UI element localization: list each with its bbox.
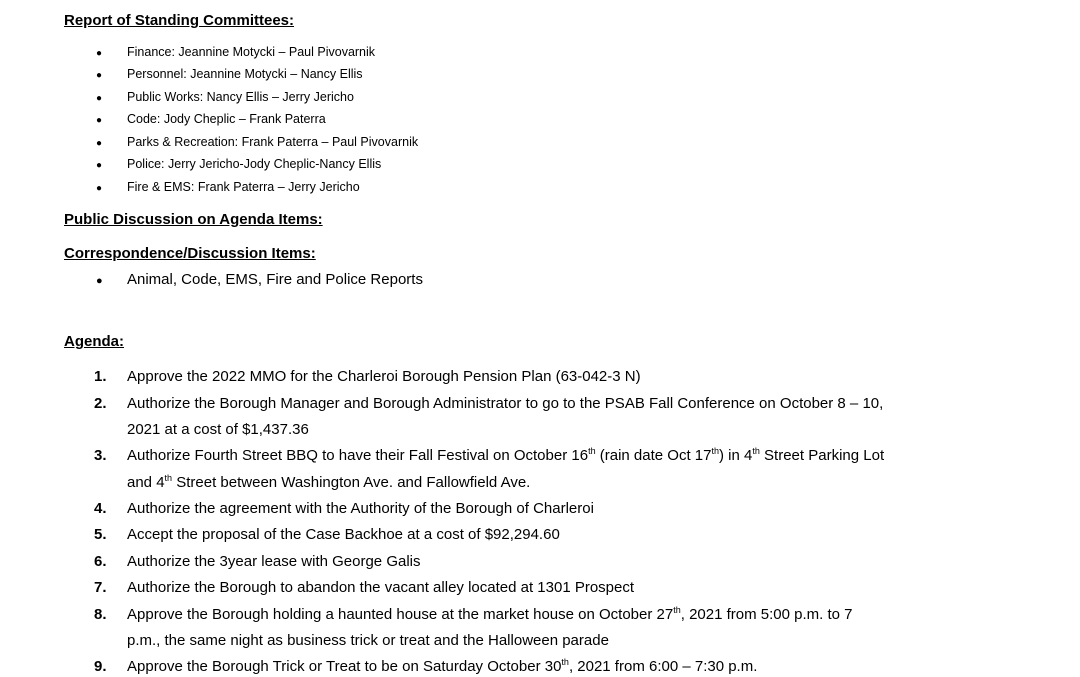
agenda-item-text: Approve the Borough holding a haunted house at the market house on October 27: [127, 606, 674, 623]
ordinal-suffix: th: [673, 605, 681, 615]
committee-item-public-works: ● Public Works: Nancy Ellis – Jerry Jericho: [127, 90, 354, 104]
agenda-item-text: , 2021 from 5:00 p.m. to 7: [680, 606, 853, 623]
agenda-item-text: Authorize the Borough to abandon the vacant alley located at 1301 Prospect: [127, 579, 635, 596]
agenda-item-8-continuation: p.m., the same night as business trick or treat and the Halloween parade: [127, 632, 609, 649]
agenda-item-8: [94, 605, 853, 625]
agenda-item-number: 2.: [94, 395, 107, 412]
agenda-item-2-continuation: 2021 at a cost of $1,437.36: [127, 421, 309, 438]
agenda-item-3: [94, 446, 885, 466]
ordinal-suffix: th: [164, 473, 173, 483]
agenda-item-3-continuation: [127, 473, 530, 493]
committee-item-finance: ● Finance: Jeannine Motycki – Paul Pivovarnik: [127, 45, 375, 59]
agenda-item-number: 9.: [94, 658, 107, 675]
agenda-item-text: Accept the proposal of the Case Backhoe at a cost of $92,294.60: [127, 526, 560, 543]
agenda-item-text: ) in 4: [719, 447, 753, 464]
public-discussion-heading: Public Discussion on Agenda Items:: [64, 211, 323, 228]
agenda-item-number: 6.: [94, 553, 107, 570]
agenda-item-number: 8.: [94, 606, 107, 623]
agenda-item-text: , 2021 from 6:00 – 7:30 p.m.: [568, 658, 758, 675]
correspondence-item: ● Animal, Code, EMS, Fire and Police Reports: [127, 271, 423, 288]
agenda-item-text: and 4: [127, 474, 165, 491]
agenda-item-number: 5.: [94, 526, 107, 543]
agenda-item-text: Authorize the 3year lease with George Galis: [127, 553, 421, 570]
agenda-item-text: Authorize Fourth Street BBQ to have their Fall Festival on October 16: [127, 447, 589, 464]
ordinal-suffix: th: [752, 446, 760, 456]
agenda-item-2: [94, 394, 884, 414]
agenda-item-5: [94, 525, 560, 545]
committee-item-personnel: ● Personnel: Jeannine Motycki – Nancy Ellis: [127, 67, 363, 81]
agenda-item-number: 3.: [94, 447, 107, 464]
committee-item-police: ● Police: Jerry Jericho-Jody Cheplic-Nancy Ellis: [127, 157, 381, 171]
agenda-item-text: Street Parking Lot: [759, 447, 885, 464]
agenda-item-text: Authorize the agreement with the Authority of the Borough of Charleroi: [127, 500, 594, 517]
agenda-item-4: [94, 499, 594, 519]
agenda-item-text: Street between Washington Ave. and Fallowfield Ave.: [172, 474, 531, 491]
agenda-item-9: [94, 657, 758, 677]
agenda-item-text: Authorize the Borough Manager and Borough Administrator to go to the PSAB Fall Conference on October 8 – 10,: [127, 395, 884, 412]
agenda-item-number: 4.: [94, 500, 107, 517]
ordinal-suffix: th: [711, 446, 719, 456]
agenda-item-text: Approve the Borough Trick or Treat to be on Saturday October 30: [127, 658, 562, 675]
committee-item-parks: ● Parks & Recreation: Frank Paterra – Paul Pivovarnik: [127, 135, 418, 149]
agenda-item-6: [94, 552, 421, 572]
ordinal-suffix: th: [588, 446, 596, 456]
committee-item-code: ● Code: Jody Cheplic – Frank Paterra: [127, 112, 326, 126]
agenda-item-number: 7.: [94, 579, 107, 596]
standing-committees-heading: Report of Standing Committees:: [64, 12, 295, 29]
agenda-item-number: 1.: [94, 368, 107, 385]
correspondence-heading: Correspondence/Discussion Items:: [64, 245, 316, 262]
agenda-item-text: (rain date Oct 17: [595, 447, 712, 464]
committee-item-fire-ems: ● Fire & EMS: Frank Paterra – Jerry Jericho: [127, 180, 360, 194]
agenda-heading: Agenda:: [64, 333, 124, 350]
agenda-item-7: [94, 578, 635, 598]
agenda-item-text: Approve the 2022 MMO for the Charleroi Borough Pension Plan (63-042-3 N): [127, 368, 641, 385]
ordinal-suffix: th: [561, 657, 569, 667]
agenda-item-1: [94, 367, 641, 387]
